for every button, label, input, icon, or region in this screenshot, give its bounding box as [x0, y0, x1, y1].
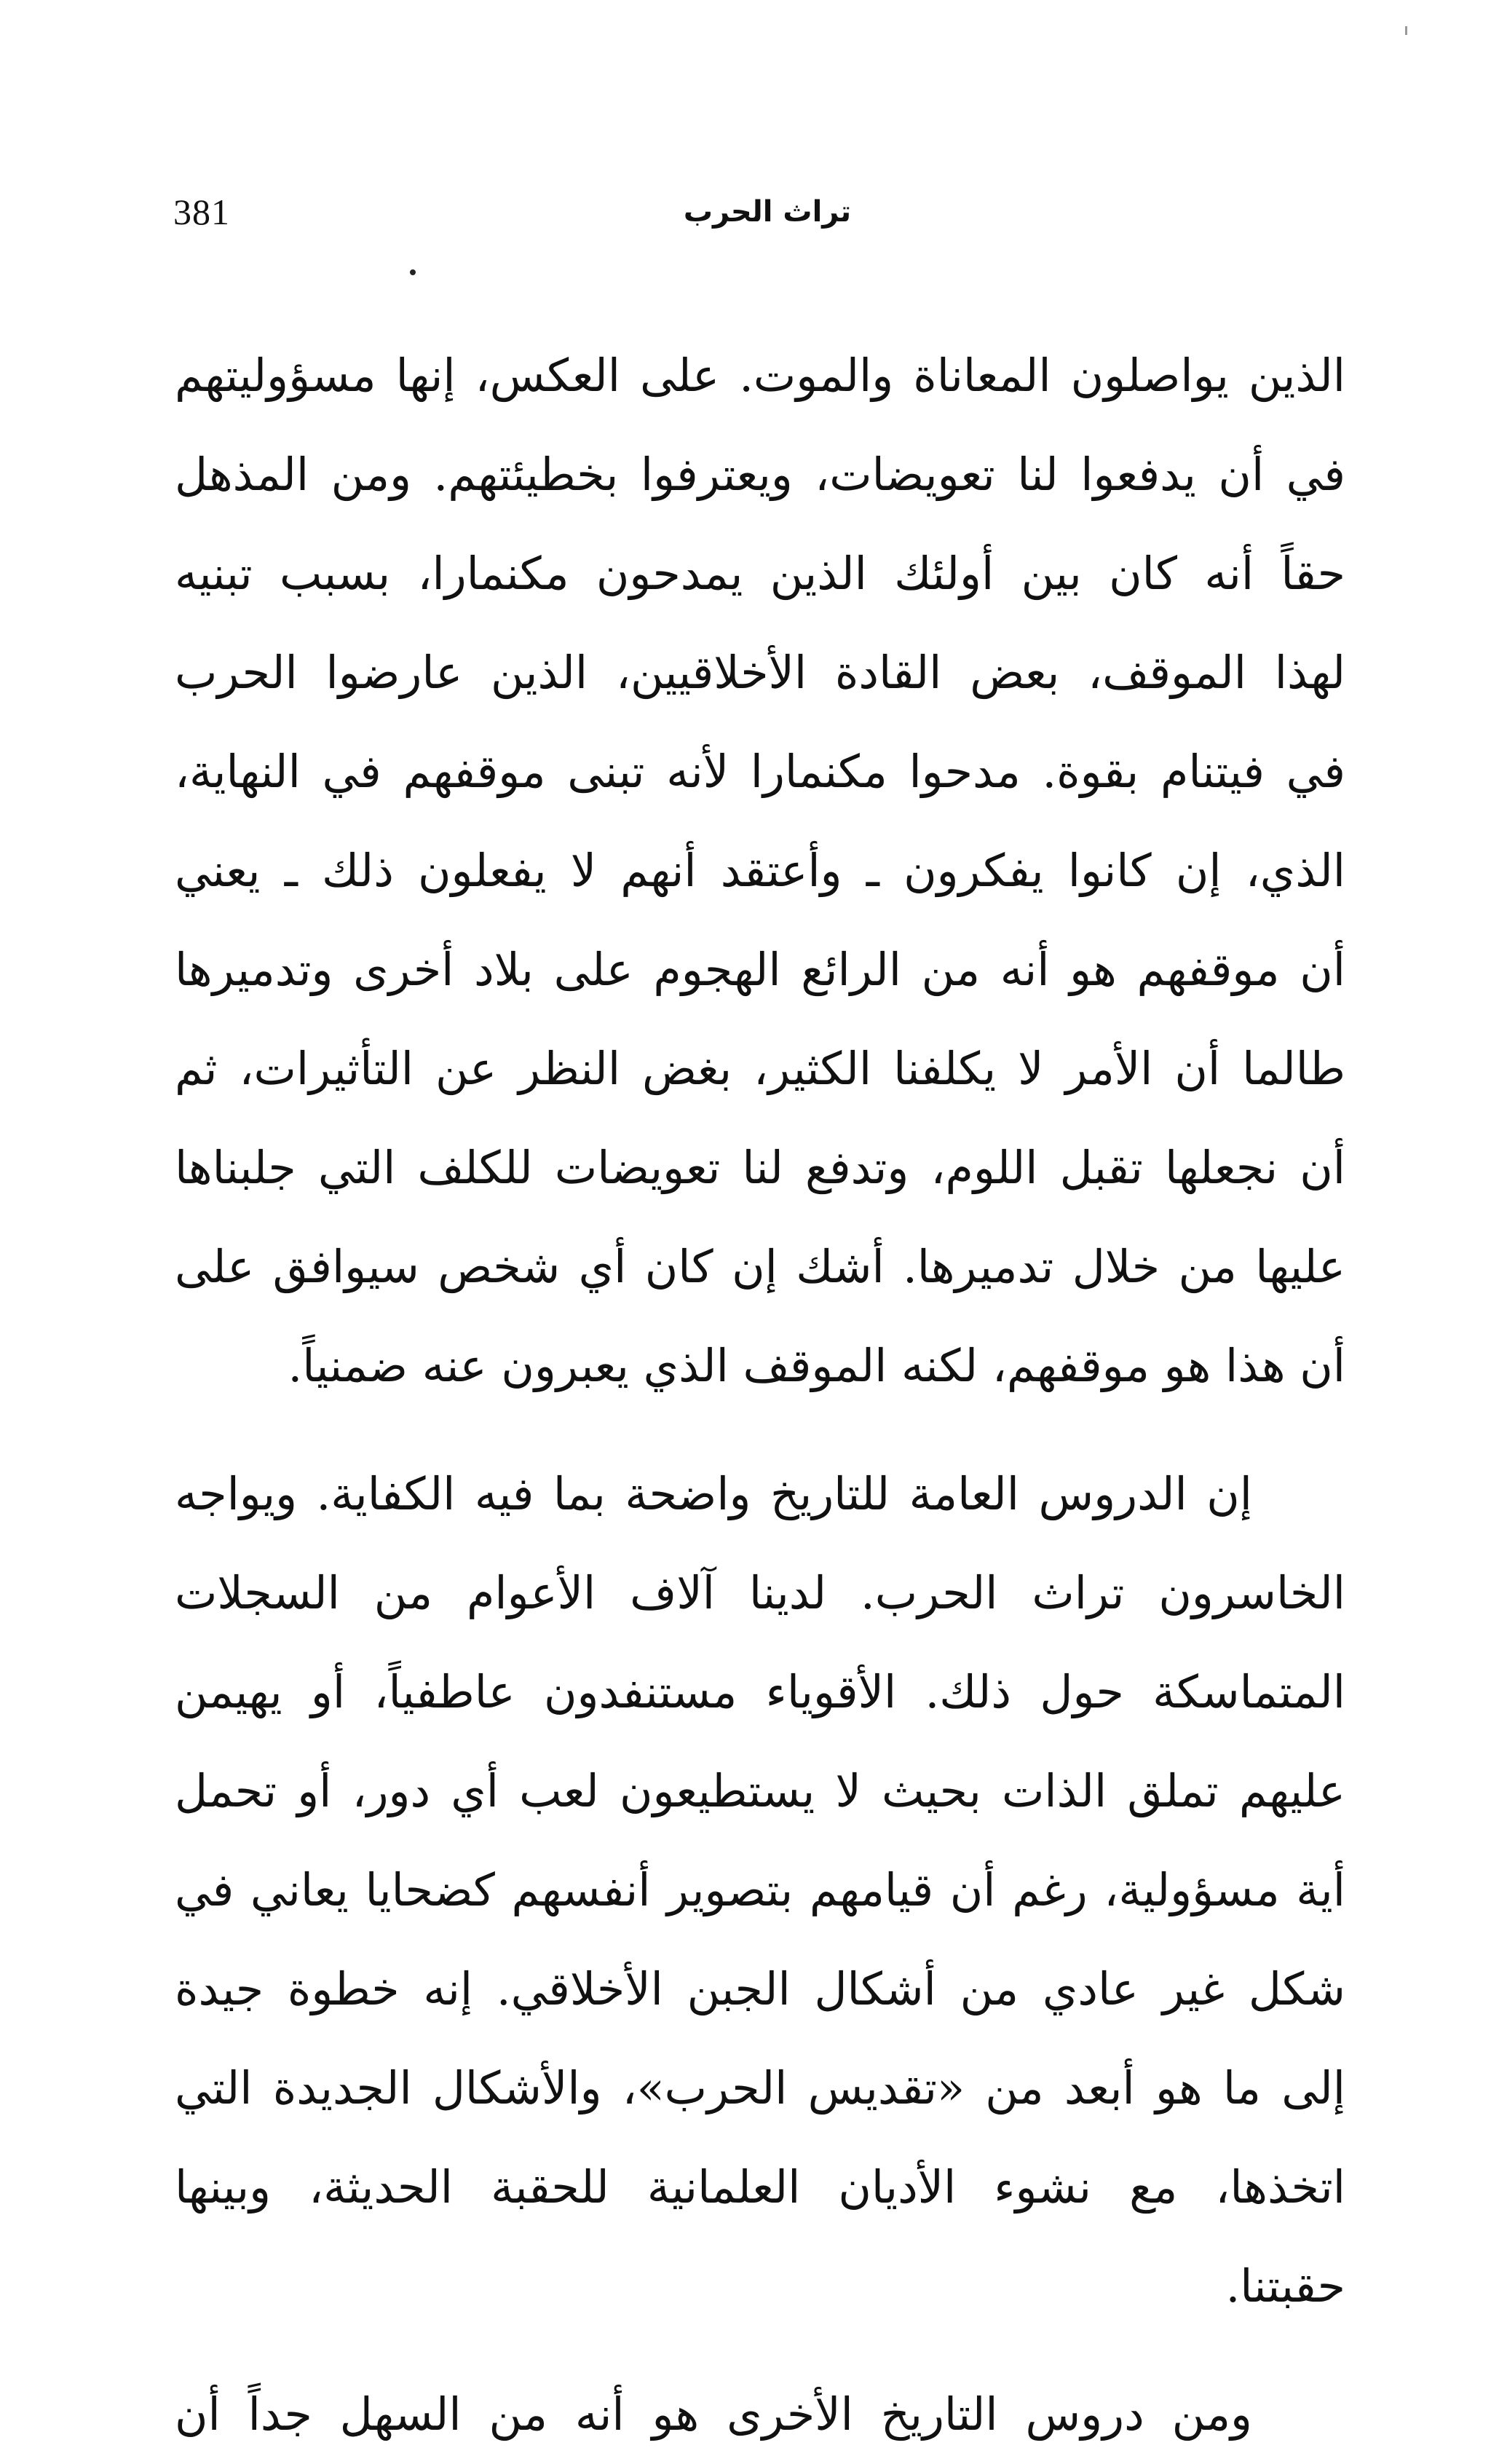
- paragraph-3: [175, 2365, 1345, 2464]
- text-line: الخاسرون تراث الحرب. لدينا آلاف الأعوام من السجلات: [175, 1566, 1345, 1619]
- text-line: عليها من خلال تدميرها. أشك إن كان أي شخص سيوافق على: [175, 1240, 1345, 1293]
- print-dot: [410, 269, 416, 275]
- text-line: حقاً أنه كان بين أولئك الذين يمدحون مكنمارا، بسبب تبنيه: [175, 547, 1345, 600]
- paragraph-gap: [175, 2336, 1345, 2365]
- text-line: شكل غير عادي من أشكال الجبن الأخلاقي. إنه خطوة جيدة: [175, 1962, 1345, 2015]
- text-line: أن نجعلها تقبل اللوم، وتدفع لنا تعويضات للكلف التي جلبناها: [175, 1141, 1345, 1194]
- text-line: إلى ما هو أبعد من «تقديس الحرب»، والأشكال الجديدة التي: [175, 2061, 1345, 2114]
- text-line: أية مسؤولية، رغم أن قيامهم بتصوير أنفسهم كضحايا يعاني في: [175, 1863, 1345, 1916]
- text-line: في أن يدفعوا لنا تعويضات، ويعترفوا بخطيئتهم. ومن المذهل: [175, 448, 1345, 501]
- text-line: المتماسكة حول ذلك. الأقوياء مستنفدون عاطفياً، أو يهيمن: [175, 1665, 1345, 1718]
- page-number: 381: [173, 191, 230, 232]
- text-line: الذين يواصلون المعاناة والموت. على العكس، إنها مسؤوليتهم: [175, 349, 1345, 402]
- text-line: أن هذا هو موقفهم، لكنه الموقف الذي يعبرون عنه ضمنياً.: [288, 1339, 1345, 1392]
- text-line: اتخذها، مع نشوء الأديان العلمانية للحقبة الحديثة، وبينها: [175, 2160, 1345, 2214]
- text-line: في فيتنام بقوة. مدحوا مكنمارا لأنه تبنى موقفهم في النهاية،: [175, 745, 1345, 798]
- text-line: الذي، إن كانوا يفكرون ـ وأعتقد أنهم لا يفعلون ذلك ـ يعني: [175, 844, 1345, 897]
- text-line: أن موقفهم هو أنه من الرائع الهجوم على بلاد أخرى وتدميرها: [175, 943, 1345, 996]
- paragraph-gap: [175, 1415, 1345, 1445]
- running-head: تراث الحرب: [683, 195, 852, 229]
- text-line: إن الدروس العامة للتاريخ واضحة بما فيه الكفاية. ويواجه: [175, 1467, 1252, 1520]
- paragraph-1: [175, 326, 1345, 1415]
- scan-mark: [1405, 26, 1407, 35]
- text-line: طالما أن الأمر لا يكلفنا الكثير، بغض النظر عن التأثيرات، ثم: [175, 1042, 1345, 1095]
- text-line: ومن دروس التاريخ الأخرى هو أنه من السهل جداً أن: [175, 2388, 1252, 2441]
- text-line: لهذا الموقف، بعض القادة الأخلاقيين، الذين عارضوا الحرب: [175, 646, 1345, 699]
- body-text: [175, 326, 1345, 2464]
- paragraph-2: [175, 1445, 1345, 2336]
- text-line: حقبتنا.: [1225, 2259, 1345, 2313]
- text-line: عليهم تملق الذات بحيث لا يستطيعون لعب أي دور، أو تحمل: [175, 1764, 1345, 1817]
